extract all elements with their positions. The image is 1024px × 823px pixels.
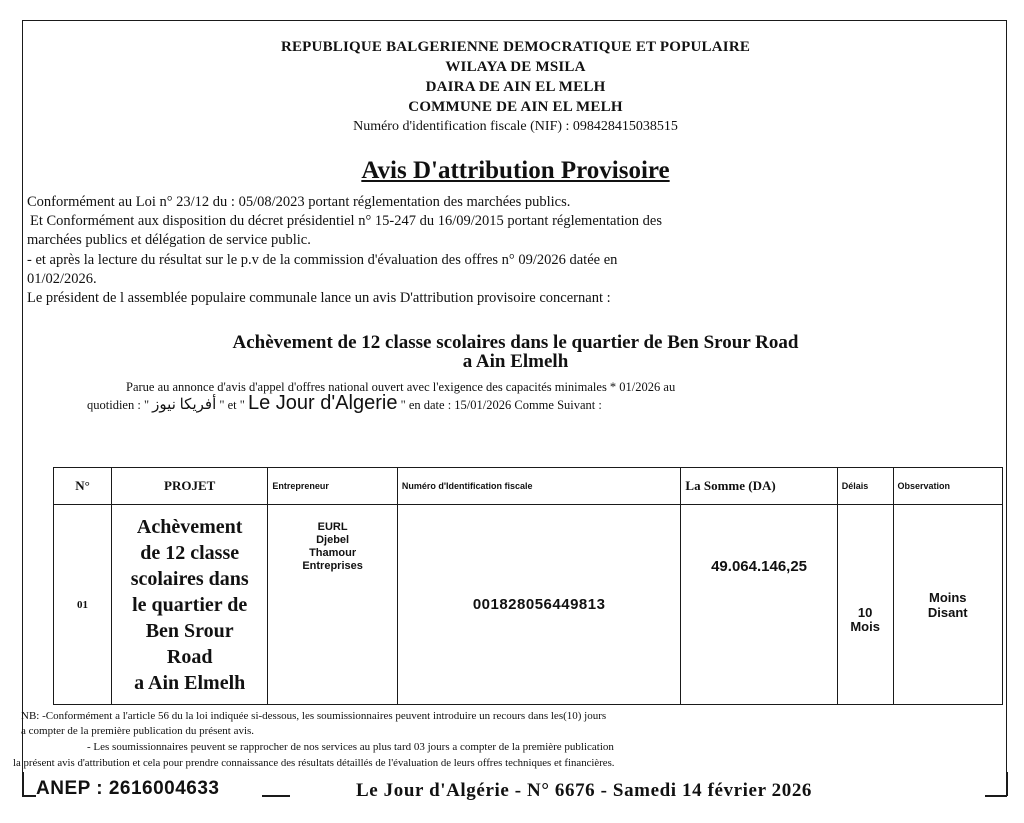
header-republic: REPUBLIQUE BALGERIENNE DEMOCRATIQUE ET POPULAIRE: [280, 39, 751, 55]
body-line-5: 01/02/2026.: [27, 271, 97, 287]
footer-rule-left: [22, 772, 24, 796]
cell-somme: 49.064.146,25: [681, 505, 837, 705]
col-header-projet: PROJET: [112, 468, 268, 505]
projet-line: a Ain Elmelh: [134, 671, 246, 694]
parue-line-1: Parue au annonce d'avis d'appel d'offres national ouvert avec l'exigence des capacités minimales * 01/2026 au: [126, 380, 676, 394]
table-header-row: [54, 468, 1003, 505]
entrepreneur-line: EURL: [317, 521, 348, 533]
footer-rule-right-vertical: [1006, 772, 1008, 796]
delais-value: 10: [857, 604, 873, 620]
nb-line-3: - Les soumissionnaires peuvent se rapprocher de nos services au plus tard 03 jours a compter de la première publication: [87, 741, 614, 753]
projet-line: Road: [166, 645, 213, 668]
delais-unit: Mois: [850, 618, 880, 634]
cell-observation: [893, 505, 1002, 705]
body-line-3: marchées publics et délégation de service public.: [27, 232, 311, 248]
parue-connector: " et ": [219, 398, 245, 412]
col-header-nif: Numéro d'Identification fiscale: [397, 468, 681, 505]
attribution-table: [53, 467, 1003, 705]
header-daira: DAIRA DE AIN EL MELH: [425, 79, 606, 95]
footer-rule-right: [985, 795, 1007, 797]
projet-line: Ben Srour: [145, 619, 234, 642]
anep-reference: ANEP : 2616004633: [36, 778, 220, 799]
table-row: [54, 505, 1003, 705]
parue-line-2: [87, 392, 602, 414]
projet-line: de 12 classe: [140, 541, 240, 564]
header-wilaya: WILAYA DE MSILA: [445, 59, 586, 75]
projet-line: Achèvement: [136, 515, 243, 538]
col-header-delais: Délais: [837, 468, 893, 505]
body-line-2: Et Conformément aux disposition du décret présidentiel n° 15-247 du 16/09/2015 portant réglementation des: [30, 213, 662, 229]
footer-rule-left-bottom: [22, 795, 36, 797]
footer-dash: [262, 795, 290, 797]
col-header-entrepreneur: Entrepreneur: [268, 468, 398, 505]
parue-suffix: " en date : 15/01/2026 Comme Suivant :: [400, 398, 602, 412]
newspaper-arabic: أفريكا نيوز: [152, 397, 217, 413]
cell-projet: [112, 505, 268, 705]
subject-line-1: Achèvement de 12 classe scolaires dans le quartier de Ben Srour Road: [232, 332, 799, 353]
projet-line: le quartier de: [132, 593, 248, 616]
entrepreneur-line: Thamour: [309, 547, 357, 559]
cell-entrepreneur: [268, 505, 398, 705]
nb-line-2: a compter de la première publication du présent avis.: [21, 725, 255, 737]
entrepreneur-line: Djebel: [316, 534, 350, 546]
col-header-somme: La Somme (DA): [681, 468, 837, 505]
notice-frame: [13, 20, 1007, 788]
parue-prefix: quotidien : ": [87, 398, 150, 412]
body-line-6: Le président de l assemblée populaire communale lance un avis D'attribution provisoire concernant :: [27, 290, 611, 306]
nb-line-4: la présent avis d'attribution et cela pour prendre connaissance des résultats détaillés de l'évaluation de leurs offres techniques et financières.: [13, 757, 615, 769]
body-line-4: - et après la lecture du résultat sur le p.v de la commission d'évaluation des offres n° 09/2026 datée en: [27, 252, 618, 268]
footer: [0, 772, 1024, 806]
entrepreneur-line: Entreprises: [302, 560, 363, 572]
body-line-1: Conformément au Loi n° 23/12 du : 05/08/2023 portant réglementation des marchées publics.: [27, 194, 571, 210]
cell-nif: 001828056449813: [397, 505, 681, 705]
col-header-observation: Observation: [893, 468, 1002, 505]
observation-line: Moins: [928, 589, 967, 605]
cell-delais: [837, 505, 893, 705]
journal-reference: Le Jour d'Algérie - N° 6676 - Samedi 14 février 2026: [356, 780, 813, 801]
header-nif: Numéro d'identification fiscale (NIF) : 098428415038515: [353, 119, 678, 134]
header-commune: COMMUNE DE AIN EL MELH: [408, 99, 623, 115]
subject-line-2: a Ain Elmelh: [462, 351, 569, 372]
nb-line-1: NB: -Conformément a l'article 56 du la loi indiquée si-dessous, les soumissionnaires peuvent introduire un recours dans les(10) jours: [21, 710, 607, 722]
projet-line: scolaires dans: [130, 567, 249, 590]
newspaper-jour: Le Jour d'Algerie: [248, 392, 398, 414]
col-header-num: N°: [54, 468, 112, 505]
cell-num: 01: [54, 505, 112, 705]
observation-line: Disant: [927, 604, 968, 620]
page-title: Avis D'attribution Provisoire: [361, 157, 670, 184]
